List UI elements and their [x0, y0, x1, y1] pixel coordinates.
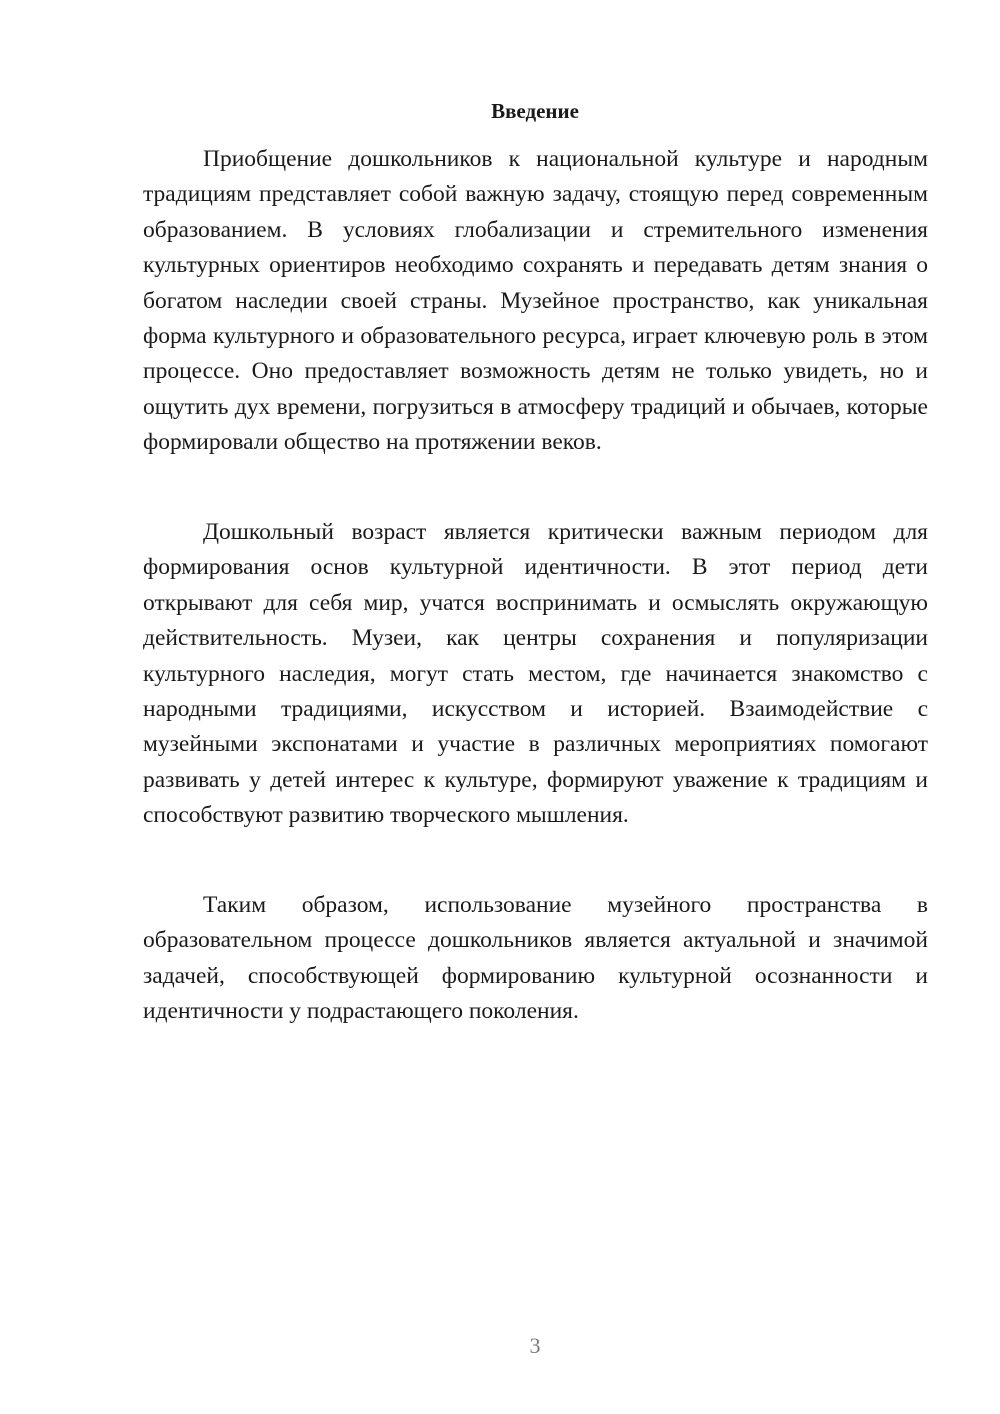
paragraph: Таким образом, использование музейного пространства в образовательном процессе дошкольников является актуальной и значимой задачей, способствующей формированию культурной осознанности и идентичности у подрастающего поколения.	[143, 892, 928, 1025]
paragraph: Дошкольный возраст является критически важным периодом для формирования основ культурной идентичности. В этот период дети открывают для себя мир, учатся воспринимать и осмыслять окружающую действительность. Музеи, как центры сохранения и популяризации культурного наследия, могут стать местом, где начинается знакомство с народными традициями, искусством и историей. Взаимодействие с музейными экспонатами и участие в различных мероприятиях помогают развивать у детей интерес к культуре, формируют уважение к традициям и способствуют развитию творческого мышления.	[143, 519, 928, 829]
section-title: Введение	[491, 99, 579, 123]
page-number: 3	[529, 1333, 541, 1358]
paragraph: Приобщение дошкольников к национальной культуре и народным традициям представляет собой важную задачу, стоящую перед современным образованием. В условиях глобализации и стремительного изменения культурных ориентиров необходимо сохранять и передавать детям знания о богатом наследии своей страны. Музейное пространство, как уникальная форма культурного и образовательного ресурса, играет ключевую роль в этом процессе. Оно предоставляет возможность детям не только увидеть, но и ощутить дух времени, погрузиться в атмосферу традиций и обычаев, которые формировали общество на протяжении веков.	[143, 146, 928, 456]
